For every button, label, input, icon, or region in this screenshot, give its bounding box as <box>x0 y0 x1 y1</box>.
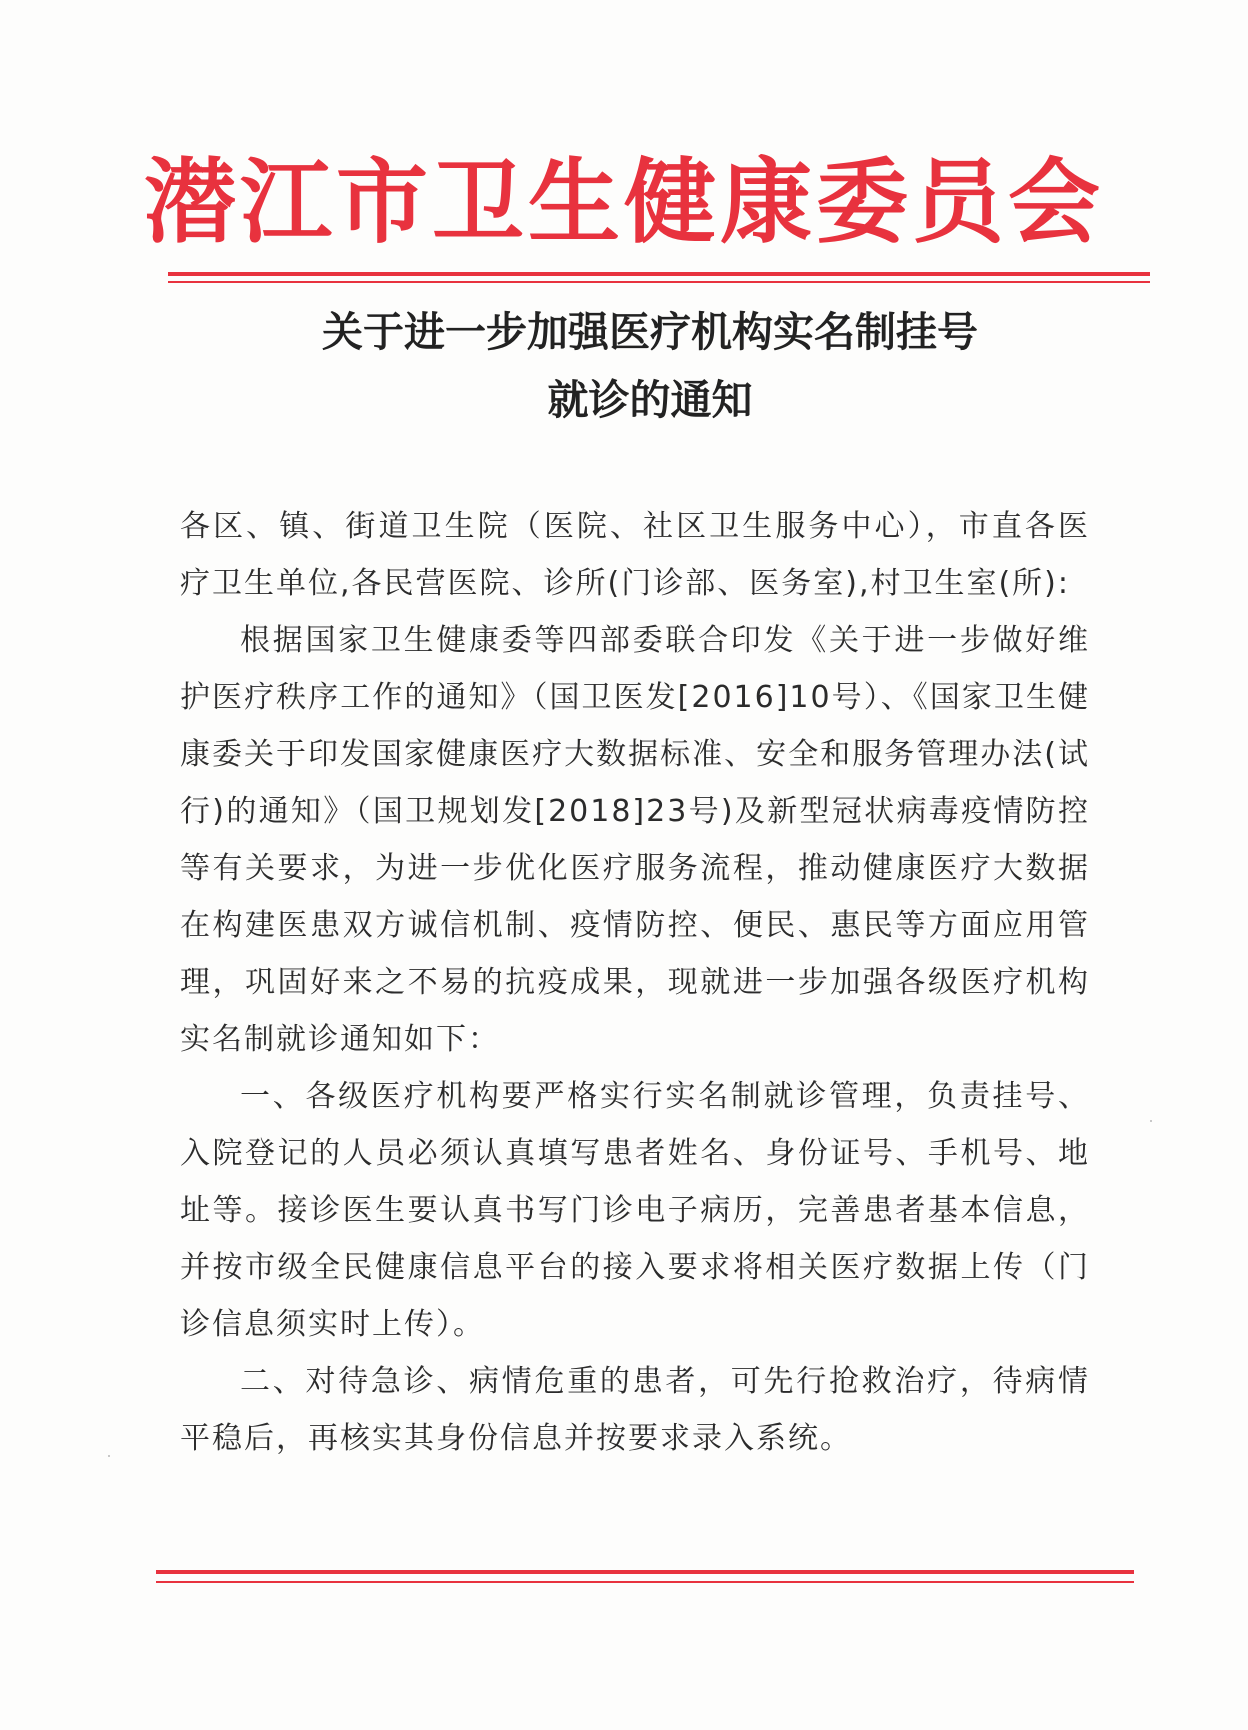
header-rule-thin <box>168 281 1150 283</box>
document-body <box>180 498 1090 1467</box>
organization-header: 潜江市卫生健康委员会 <box>143 152 1104 254</box>
scan-speck <box>1150 1120 1152 1122</box>
header-rule-thick <box>168 272 1150 276</box>
document-title-line-1: 关于进一步加强医疗机构实名制挂号 <box>322 308 978 356</box>
scan-speck <box>108 1455 110 1457</box>
intro-paragraph: 根据国家卫生健康委等四部委联合印发《关于进一步做好维护医疗秩序工作的通知》（国卫医发[2016]10号）、《国家卫生健康委关于印发国家健康医疗大数据标准、安全和服务管理办法(试行)的通知》（国卫规划发[2018]23号)及新型冠状病毒疫情防控等有关要求，为进一步优化医疗服务流程，推动健康医疗大数据在构建医患双方诚信机制、疫情防控、便民、惠民等方面应用管理，巩固好来之不易的抗疫成果，现就进一步加强各级医疗机构实名制就诊通知如下： <box>180 623 1090 1057</box>
footer-rule-thick <box>156 1570 1134 1574</box>
item-1-paragraph: 一、各级医疗机构要严格实行实名制就诊管理，负责挂号、入院登记的人员必须认真填写患者姓名、身份证号、手机号、地址等。接诊医生要认真书写门诊电子病历，完善患者基本信息，并按市级全民健康信息平台的接入要求将相关医疗数据上传（门诊信息须实时上传）。 <box>180 1079 1090 1342</box>
document-title-line-2: 就诊的通知 <box>547 376 753 424</box>
item-2-paragraph: 二、对待急诊、病情危重的患者，可先行抢救治疗，待病情平稳后，再核实其身份信息并按要求录入系统。 <box>180 1364 1090 1456</box>
salutation-paragraph: 各区、镇、街道卫生院（医院、社区卫生服务中心），市直各医疗卫生单位,各民营医院、诊所(门诊部、医务室),村卫生室(所): <box>180 509 1090 601</box>
footer-rule-thin <box>156 1581 1134 1583</box>
